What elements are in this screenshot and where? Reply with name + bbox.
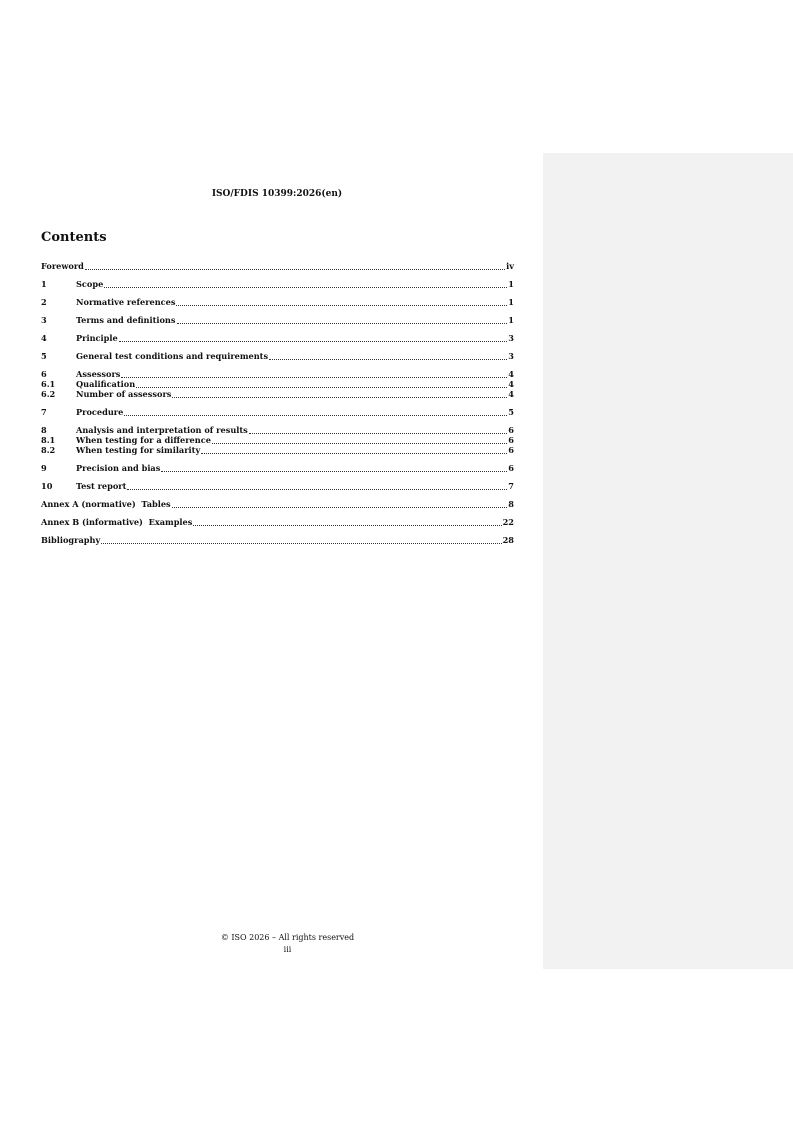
toc-entry-number: 3	[41, 315, 47, 325]
toc-entry-page: 4	[508, 369, 514, 379]
toc-entry-number: 5	[41, 351, 47, 361]
toc-entry-annex-a[interactable]	[41, 499, 514, 510]
toc-leader-dots	[104, 286, 507, 288]
toc-entry-test-report[interactable]	[41, 481, 514, 492]
toc-leader-dots	[172, 396, 507, 398]
toc-entry-page: 6	[508, 425, 514, 435]
toc-entry-annex-b[interactable]	[41, 517, 514, 528]
toc-entry-number: 9	[41, 463, 47, 473]
toc-entry-title: Procedure	[76, 407, 124, 417]
toc-entry-title: Foreword	[41, 261, 84, 271]
toc-leader-dots	[101, 542, 501, 544]
table-of-contents	[41, 261, 514, 546]
toc-leader-dots	[172, 506, 508, 508]
toc-leader-dots	[121, 376, 507, 378]
toc-entry-normative-references[interactable]	[41, 297, 514, 308]
toc-entry-number: 6.1	[41, 379, 56, 389]
toc-entry-title: Test report	[76, 481, 127, 491]
toc-entry-title: Annex B (informative) Examples	[41, 517, 193, 527]
toc-entry-number: 8.2	[41, 445, 56, 455]
toc-entry-title: Annex A (normative) Tables	[41, 499, 171, 509]
toc-leader-dots	[119, 340, 508, 342]
toc-leader-dots	[193, 524, 501, 526]
toc-leader-dots	[127, 488, 507, 490]
toc-entry-title: Number of assessors	[76, 389, 172, 399]
toc-leader-dots	[124, 414, 507, 416]
toc-entry-number: 8.1	[41, 435, 56, 445]
document-id-header: ISO/FDIS 10399:2026(en)	[211, 189, 343, 199]
toc-leader-dots	[201, 452, 507, 454]
toc-entry-foreword[interactable]	[41, 261, 514, 272]
toc-entry-page: 1	[508, 279, 514, 289]
toc-leader-dots	[176, 304, 507, 306]
toc-entry-number: 2	[41, 297, 47, 307]
toc-entry-page: 3	[508, 333, 514, 343]
toc-entry-page: 6	[508, 435, 514, 445]
copyright-notice: © ISO 2026 – All rights reserved	[220, 933, 355, 942]
toc-entry-page: 3	[508, 351, 514, 361]
toc-entry-title: Normative references	[76, 297, 176, 307]
toc-entry-page: 7	[508, 481, 514, 491]
toc-entry-page: iv	[506, 261, 514, 271]
toc-leader-dots	[212, 442, 507, 444]
toc-entry-bibliography[interactable]	[41, 535, 514, 546]
toc-entry-principle[interactable]	[41, 333, 514, 344]
toc-leader-dots	[85, 268, 505, 270]
toc-entry-number: 8	[41, 425, 47, 435]
toc-entry-number: 4	[41, 333, 47, 343]
toc-entry-title: When testing for similarity	[76, 445, 201, 455]
toc-entry-title: When testing for a difference	[76, 435, 211, 445]
toc-entry-page: 6	[508, 463, 514, 473]
toc-entry-number: 10	[41, 481, 53, 491]
toc-entry-title: Terms and definitions	[76, 315, 176, 325]
toc-entry-title: General test conditions and requirements	[76, 351, 269, 361]
toc-entry-scope[interactable]	[41, 279, 514, 290]
toc-leader-dots	[136, 386, 507, 388]
toc-entry-page: 1	[508, 297, 514, 307]
toc-entry-number: 6	[41, 369, 47, 379]
toc-entry-number: 6.2	[41, 389, 56, 399]
toc-entry-title: Qualification	[76, 379, 136, 389]
toc-leader-dots	[177, 322, 508, 324]
toc-entry-number: 1	[41, 279, 47, 289]
toc-entry-title: Precision and bias	[76, 463, 161, 473]
comment-pane	[543, 153, 793, 969]
page-footer	[41, 932, 534, 956]
toc-entry-number-of-assessors[interactable]	[41, 389, 514, 400]
toc-entry-page: 1	[508, 315, 514, 325]
toc-entry-terms-and-definitions[interactable]	[41, 315, 514, 326]
toc-entry-page: 8	[508, 499, 514, 509]
toc-entry-number: 7	[41, 407, 47, 417]
contents-heading: Contents	[41, 230, 107, 245]
toc-entry-page: 22	[502, 517, 514, 527]
toc-entry-title: Analysis and interpretation of results	[76, 425, 248, 435]
toc-leader-dots	[249, 432, 508, 434]
toc-entry-page: 28	[502, 535, 514, 545]
toc-entry-title: Principle	[76, 333, 118, 343]
toc-entry-page: 4	[508, 389, 514, 399]
toc-entry-page: 4	[508, 379, 514, 389]
toc-entry-general-test-conditions[interactable]	[41, 351, 514, 362]
toc-leader-dots	[269, 358, 507, 360]
toc-leader-dots	[161, 470, 507, 472]
toc-entry-testing-similarity[interactable]	[41, 445, 514, 456]
page-number: iii	[283, 945, 292, 954]
toc-entry-title: Scope	[76, 279, 104, 289]
toc-entry-precision-and-bias[interactable]	[41, 463, 514, 474]
toc-entry-title: Assessors	[76, 369, 121, 379]
toc-entry-page: 6	[508, 445, 514, 455]
toc-entry-title: Bibliography	[41, 535, 101, 545]
toc-entry-page: 5	[508, 407, 514, 417]
toc-entry-procedure[interactable]	[41, 407, 514, 418]
